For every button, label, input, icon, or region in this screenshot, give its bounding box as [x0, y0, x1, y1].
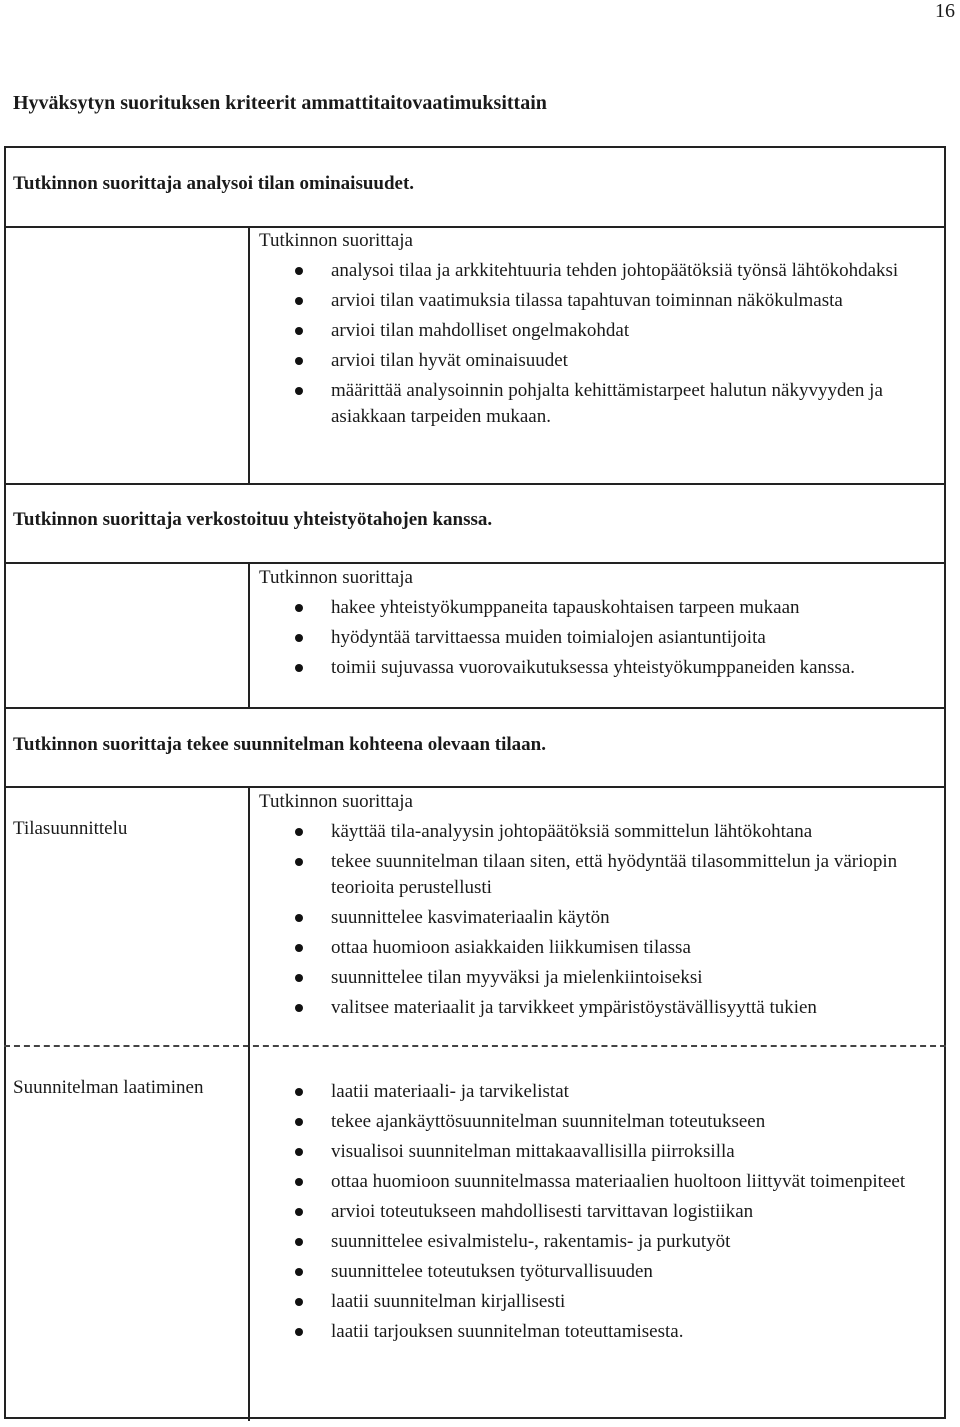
row-label: Suunnitelman laatiminen: [13, 1077, 204, 1098]
column-divider: [248, 226, 250, 483]
criteria-list: [259, 258, 939, 434]
list-item: laatii tarjouksen suunnitelman toteuttamisesta.: [259, 1319, 939, 1345]
list-item: arvioi tilan hyvät ominaisuudet: [259, 348, 939, 374]
page-heading: Hyväksytyn suorituksen kriteerit ammattitaitovaatimuksittain: [13, 92, 547, 114]
column-divider: [248, 786, 250, 1421]
list-item: ottaa huomioon suunnitelmassa materiaalien huoltoon liittyvät toimenpiteet: [259, 1169, 939, 1195]
list-item: hakee yhteistyökumppaneita tapauskohtaisen tarpeen mukaan: [259, 595, 939, 621]
table-rule-dashed: [4, 1045, 946, 1047]
section-title: Tutkinnon suorittaja analysoi tilan ominaisuudet.: [13, 173, 415, 194]
list-item: käyttää tila-analyysin johtopäätöksiä sommittelun lähtökohtana: [259, 819, 939, 845]
column-divider: [248, 562, 250, 707]
list-item: tekee ajankäyttösuunnitelman suunnitelman toteutukseen: [259, 1109, 939, 1135]
list-item: suunnittelee esivalmistelu-, rakentamis- ja purkutyöt: [259, 1229, 939, 1255]
list-item: määrittää analysoinnin pohjalta kehittämistarpeet halutun näkyvyyden ja asiakkaan tarpeiden mukaan.: [259, 378, 939, 430]
table-rule: [4, 562, 946, 564]
criteria-lead: Tutkinnon suorittaja: [259, 791, 413, 812]
table-rule: [4, 786, 946, 788]
list-item: arvioi toteutukseen mahdollisesti tarvittavan logistiikan: [259, 1199, 939, 1225]
criteria-list: [259, 595, 939, 685]
table-rule: [4, 226, 946, 228]
list-item: arvioi tilan mahdolliset ongelmakohdat: [259, 318, 939, 344]
criteria-lead: Tutkinnon suorittaja: [259, 567, 413, 588]
criteria-list: [259, 1079, 939, 1349]
list-item: laatii suunnitelman kirjallisesti: [259, 1289, 939, 1315]
list-item: tekee suunnitelman tilaan siten, että hyödyntää tilasommittelun ja väriopin teorioita perustellusti: [259, 849, 939, 901]
criteria-list: [259, 819, 939, 1025]
page-number: 16: [935, 0, 955, 22]
table-rule: [4, 483, 946, 485]
list-item: arvioi tilan vaatimuksia tilassa tapahtuvan toiminnan näkökulmasta: [259, 288, 939, 314]
list-item: valitsee materiaalit ja tarvikkeet ympäristöystävällisyyttä tukien: [259, 995, 939, 1021]
list-item: suunnittelee tilan myyväksi ja mielenkiintoiseksi: [259, 965, 939, 991]
list-item: laatii materiaali- ja tarvikelistat: [259, 1079, 939, 1105]
list-item: suunnittelee toteutuksen työturvallisuuden: [259, 1259, 939, 1285]
list-item: ottaa huomioon asiakkaiden liikkumisen tilassa: [259, 935, 939, 961]
list-item: analysoi tilaa ja arkkitehtuuria tehden johtopäätöksiä työnsä lähtökohdaksi: [259, 258, 939, 284]
table-rule: [4, 707, 946, 709]
row-label: Tilasuunnittelu: [13, 818, 128, 839]
list-item: visualisoi suunnitelman mittakaavallisilla piirroksilla: [259, 1139, 939, 1165]
section-title: Tutkinnon suorittaja verkostoituu yhteistyötahojen kanssa.: [13, 509, 493, 530]
list-item: suunnittelee kasvimateriaalin käytön: [259, 905, 939, 931]
list-item: hyödyntää tarvittaessa muiden toimialojen asiantuntijoita: [259, 625, 939, 651]
section-title: Tutkinnon suorittaja tekee suunnitelman kohteena olevaan tilaan.: [13, 734, 546, 755]
list-item: toimii sujuvassa vuorovaikutuksessa yhteistyökumppaneiden kanssa.: [259, 655, 939, 681]
criteria-lead: Tutkinnon suorittaja: [259, 230, 413, 251]
